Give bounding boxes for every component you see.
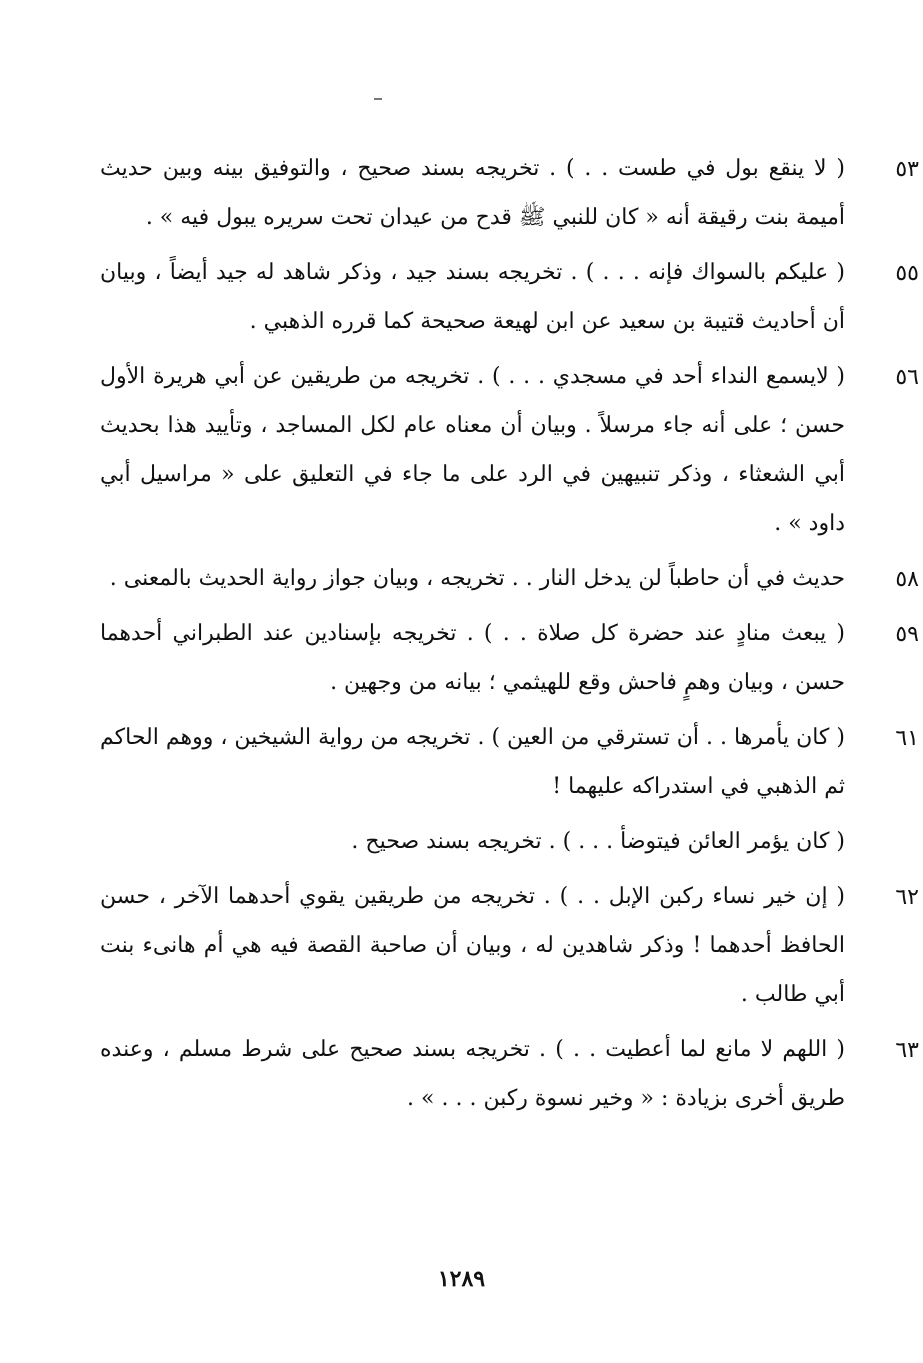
- entry-text: ( عليكم بالسواك فإنه . . . ) . تخريجه بسند جيد ، وذكر شاهد له جيد أيضاً ، وبيان أن أحاديث قتيبة بن سعيد عن ابن لهيعة صحيحة كما قرره الذهبي .: [100, 260, 845, 334]
- entry-number: ٦١: [895, 726, 919, 751]
- entry-text: ( اللهم لا مانع لما أعطيت . . ) . تخريجه بسند صحيح على شرط مسلم ، وعنده طريق أخرى بزيادة : « وخير نسوة ركبن . . . » .: [100, 1037, 845, 1111]
- page-number: ١٢٨٩: [437, 1266, 486, 1292]
- index-entry: [100, 872, 919, 1019]
- entry-number: ٦٢: [895, 885, 919, 910]
- entry-number: ٥٣: [895, 157, 919, 182]
- header-mark: [374, 98, 382, 100]
- entry-number: ٥٦: [895, 365, 919, 390]
- entry-text: ( لايسمع النداء أحد في مسجدي . . . ) . تخريجه من طريقين عن أبي هريرة الأول حسن ؛ على أنه جاء مرسلاً . وبيان أن معناه عام لكل المساجد ، وتأييد هذا بحديث أبي الشعثاء ، وذكر تنبيهين في الرد على ما جاء في التعليق على « مراسيل أبي داود » .: [100, 364, 845, 536]
- index-entries: [100, 144, 919, 1129]
- entry-text: حديث في أن حاطباً لن يدخل النار . . تخريجه ، وبيان جواز رواية الحديث بالمعنى .: [109, 566, 845, 591]
- index-entry: [100, 609, 919, 707]
- entry-text: ( إن خير نساء ركبن الإبل . . ) . تخريجه من طريقين يقوي أحدهما الآخر ، حسن الحافظ أحدهما ! وذكر شاهدين له ، وبيان أن صاحبة القصة فيه هي أم هانىء بنت أبي طالب .: [100, 884, 845, 1007]
- entry-number: ٥٩: [895, 622, 919, 647]
- entry-text: ( كان يؤمر العائن فيتوضأ . . . ) . تخريجه بسند صحيح .: [351, 829, 845, 854]
- entry-text: ( كان يأمرها . . أن تسترقي من العين ) . تخريجه من رواية الشيخين ، ووهم الحاكم ثم الذهبي في استدراكه عليهما !: [100, 725, 845, 799]
- index-entry: [100, 248, 919, 346]
- index-entry: [100, 713, 919, 811]
- entry-text: ( يبعث منادٍ عند حضرة كل صلاة . . ) . تخريجه بإسنادين عند الطبراني أحدهما حسن ، وبيان وهمٍ فاحش وقع للهيثمي ؛ بيانه من وجهين .: [100, 621, 845, 695]
- index-entry: [100, 1025, 919, 1123]
- index-entry: [100, 817, 845, 866]
- index-entry: [100, 554, 919, 603]
- entry-text: ( لا ينقع بول في طست . . ) . تخريجه بسند صحيح ، والتوفيق بينه وبين حديث أميمة بنت رقيقة أنه « كان للنبي ﷺ قدح من عيدان تحت سريره يبول فيه » .: [100, 156, 845, 230]
- entry-number: ٦٣: [895, 1038, 919, 1063]
- index-entry: [100, 144, 919, 242]
- index-entry: [100, 352, 919, 548]
- entry-number: ٥٨: [895, 567, 919, 592]
- entry-number: ٥٥: [895, 261, 919, 286]
